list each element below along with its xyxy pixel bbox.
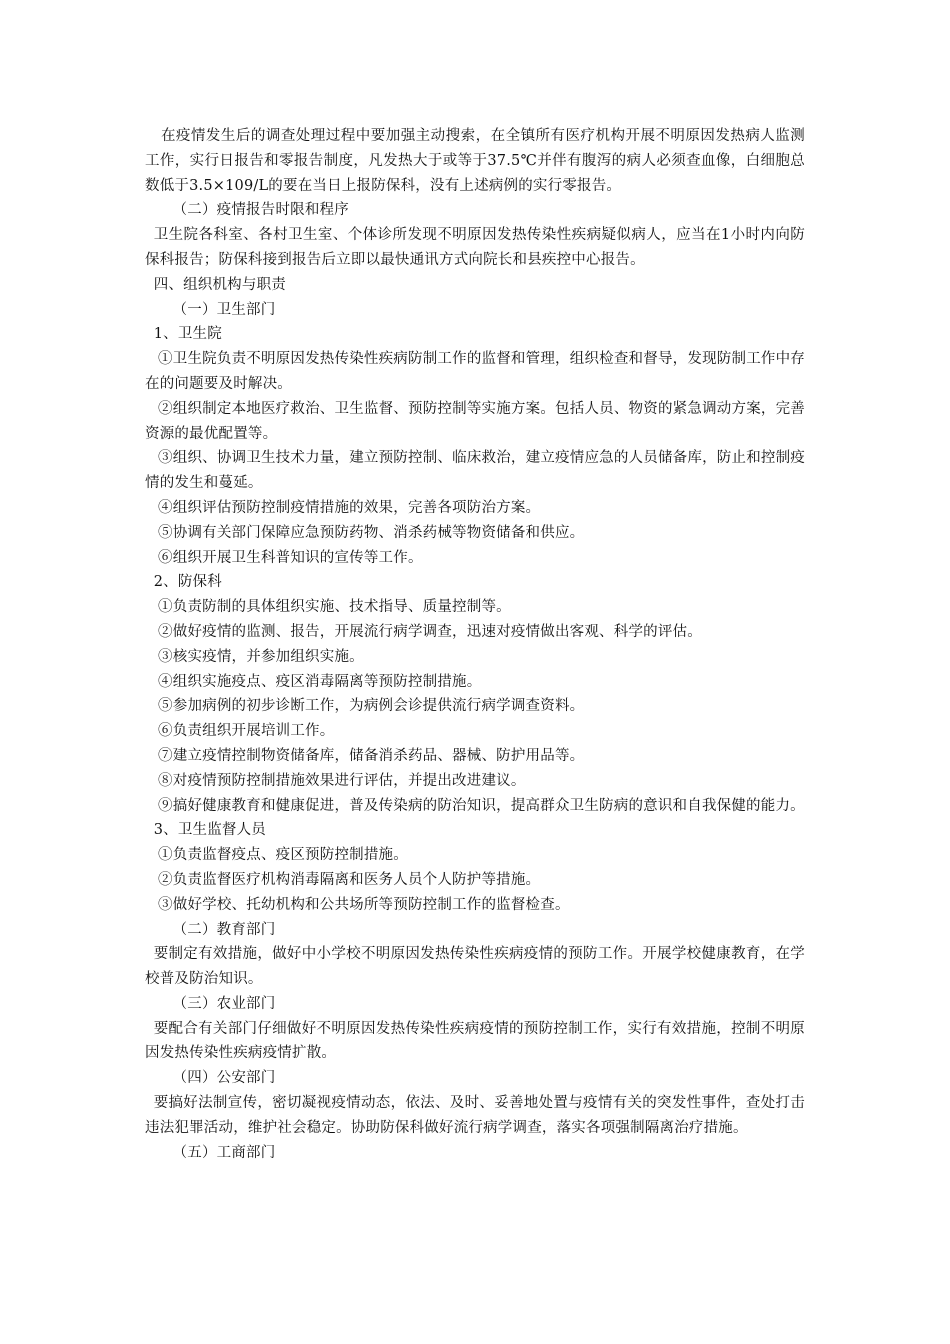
paragraph-public-security: 要搞好法制宣传，密切凝视疫情动态，依法、及时、妥善地处置与疫情有关的突发性事件，查处打击违法犯罪活动，维护社会稳定。协助防保科做好流行病学调查，落实各项强制隔离治疗措施。 [145, 1095, 805, 1136]
list-item: ④组织评估预防控制疫情措施的效果，完善各项防治方案。 [158, 499, 541, 516]
list-item: ⑤协调有关部门保障应急预防药物、消杀药械等物资储备和供应。 [158, 524, 585, 541]
heading-prevention-section: 2、防保科 [153, 574, 222, 591]
list-item: ⑤参加病例的初步诊断工作，为病例会诊提供流行病学调查资料。 [158, 698, 585, 715]
heading-health-supervisors: 3、卫生监督人员 [153, 822, 267, 839]
document-body [145, 124, 805, 1165]
paragraph-agriculture: 要配合有关部门仔细做好不明原因发热传染性疾病疫情的预防控制工作，实行有效措施，控制不明原因发热传染性疾病疫情扩散。 [145, 1020, 805, 1062]
list-item: ⑦建立疫情控制物资储备库，储备消杀药品、器械、防护用品等。 [158, 747, 585, 764]
heading-health-center: 1、卫生院 [153, 326, 222, 343]
paragraph-active-search: 在疫情发生后的调查处理过程中要加强主动搜索，在全镇所有医疗机构开展不明原因发热病人监测工作，实行日报告和零报告制度，凡发热大于或等于37.5℃并伴有腹泻的病人必须查血像，白细胞总数低于3.5×109/L的要在当日上报防保科，没有上述病例的实行零报告。 [145, 128, 805, 194]
paragraph-report-procedure: 卫生院各科室、各村卫生室、个体诊所发现不明原因发热传染性疾病疑似病人，应当在1小时内向防保科报告；防保科接到报告后立即以最快通讯方式向院长和县疾控中心报告。 [145, 227, 805, 268]
heading-agriculture-department: （三）农业部门 [172, 995, 276, 1012]
list-item: ⑥组织开展卫生科普知识的宣传等工作。 [158, 549, 423, 566]
heading-report-timing: （二）疫情报告时限和程序 [172, 202, 349, 219]
list-item: ②组织制定本地医疗救治、卫生监督、预防控制等实施方案。包括人员、物资的紧急调动方案，完善资源的最优配置等。 [145, 400, 805, 442]
list-item: ②做好疫情的监测、报告，开展流行病学调查，迅速对疫情做出客观、科学的评估。 [158, 623, 702, 640]
list-item: ①负责防制的具体组织实施、技术指导、质量控制等。 [158, 599, 511, 616]
list-item: ③做好学校、托幼机构和公共场所等预防控制工作的监督检查。 [158, 896, 570, 913]
list-item: ⑧对疫情预防控制措施效果进行评估，并提出改进建议。 [158, 772, 526, 789]
heading-education-department: （二）教育部门 [172, 921, 276, 938]
heading-organization: 四、组织机构与职责 [153, 276, 286, 293]
list-item: ③核实疫情，并参加组织实施。 [158, 648, 364, 665]
list-item: ③组织、协调卫生技术力量，建立预防控制、临床救治，建立疫情应急的人员储备库，防止和控制疫情的发生和蔓延。 [145, 450, 805, 492]
heading-public-security-department: （四）公安部门 [172, 1070, 276, 1087]
list-item: ⑨搞好健康教育和健康促进，普及传染病的防治知识，提高群众卫生防病的意识和自我保健的能力。 [158, 797, 805, 814]
list-item: ①负责监督疫点、疫区预防控制措施。 [158, 847, 408, 864]
paragraph-education: 要制定有效措施，做好中小学校不明原因发热传染性疾病疫情的预防工作。开展学校健康教育，在学校普及防治知识。 [145, 946, 805, 988]
list-item: ⑥负责组织开展培训工作。 [158, 723, 335, 740]
list-item: ①卫生院负责不明原因发热传染性疾病防制工作的监督和管理，组织检查和督导，发现防制工作中存在的问题要及时解决。 [145, 351, 805, 392]
list-item: ④组织实施疫点、疫区消毒隔离等预防控制措施。 [158, 673, 482, 690]
list-item: ②负责监督医疗机构消毒隔离和医务人员个人防护等措施。 [158, 871, 541, 888]
heading-commerce-department: （五）工商部门 [172, 1144, 276, 1161]
heading-health-department: （一）卫生部门 [172, 301, 276, 318]
